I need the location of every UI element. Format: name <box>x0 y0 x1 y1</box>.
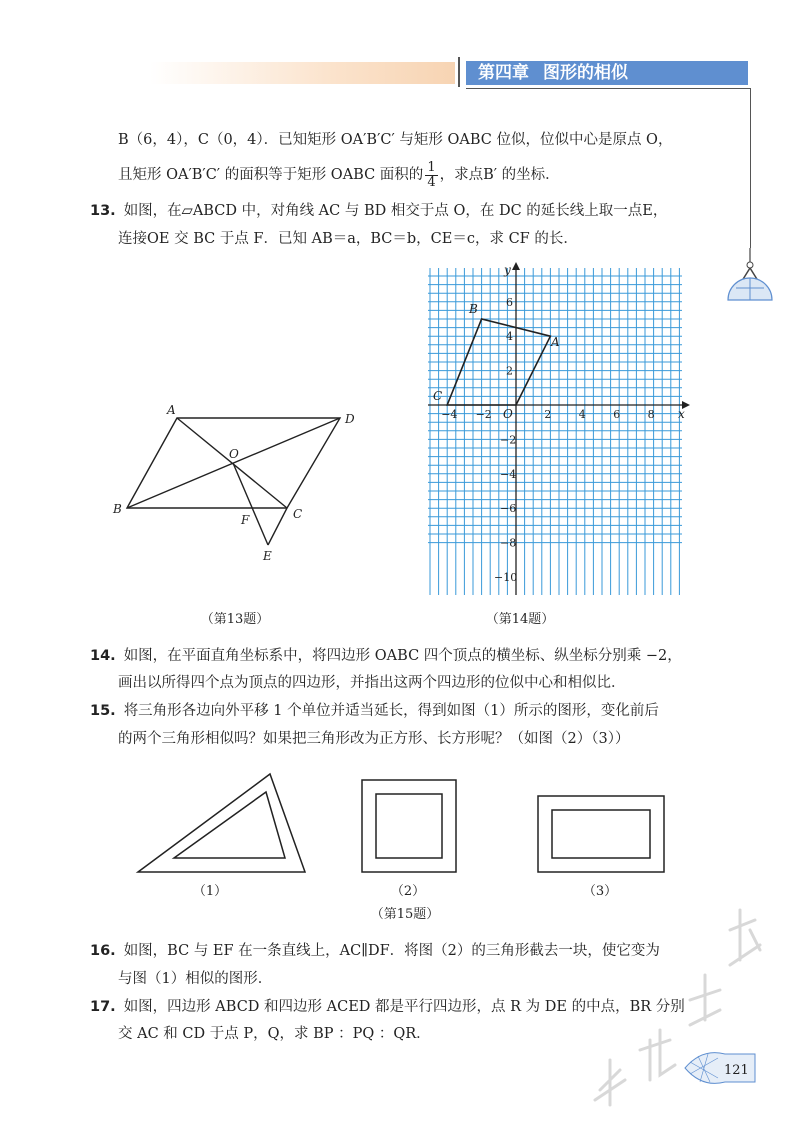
fraction-denominator: 4 <box>427 174 436 190</box>
x-tick-label: 8 <box>647 408 655 421</box>
question-13 <box>90 201 730 221</box>
page-number-badge <box>680 1048 760 1088</box>
question-15-line-2: 的两个三角形相似吗？如果把三角形改为正方形、长方形呢？（如图（2）（3）） <box>118 731 630 747</box>
question-text: 如图，在▱ABCD 中，对角线 AC 与 BD 相交于点 O，在 DC 的延长线上取一点E， <box>123 203 668 219</box>
label-e: E <box>263 549 272 563</box>
x-tick-label: 6 <box>613 408 621 421</box>
question-number: 14. <box>90 648 116 664</box>
header-separator <box>458 57 460 87</box>
header-rule <box>466 88 751 89</box>
grid-lines <box>428 268 682 595</box>
outer-rectangle <box>538 796 664 872</box>
x-tick-label: 4 <box>578 408 586 421</box>
y-axis-arrow <box>512 262 520 270</box>
compass-icon <box>722 248 778 308</box>
point-b-label: B <box>469 302 478 316</box>
page-number: 121 <box>724 1063 749 1078</box>
header-gradient <box>150 62 455 84</box>
inner-square <box>376 794 442 858</box>
y-tick-label: −6 <box>500 502 517 516</box>
chapter-number: 第四章 <box>478 63 529 83</box>
inner-rectangle <box>552 810 650 858</box>
question-text: 如图，四边形 ABCD 和四边形 ACED 都是平行四边形，点 R 为 DE 的中点，BR 分别 <box>123 999 685 1015</box>
point-c-label: C <box>433 389 443 403</box>
segment-ce <box>268 508 287 545</box>
x-tick-label: 2 <box>544 408 552 421</box>
caption-fig14: （第14题） <box>485 612 555 627</box>
caption-fig13: （第13题） <box>200 612 270 627</box>
origin-label: O <box>503 407 513 421</box>
caption-fig15-3: （3） <box>582 884 618 899</box>
caption-fig15-2: （2） <box>390 884 426 899</box>
figure-14-coordinate-grid <box>420 260 695 600</box>
question-16-line-2: 与图（1）相似的图形． <box>118 971 273 987</box>
question-14 <box>90 646 730 666</box>
y-tick-label: 4 <box>506 330 513 344</box>
y-tick-label: −8 <box>500 536 517 550</box>
point-a-label: A <box>551 335 560 349</box>
text-line-1: B（6，4），C（0，4）．已知矩形 OA′B′C′ 与矩形 OABC 位似，位似中心是原点 O， <box>118 132 673 148</box>
label-b: B <box>113 502 122 516</box>
caption-fig15-1: （1） <box>192 884 228 899</box>
y-tick-label: −10 <box>494 571 518 584</box>
y-tick-label: 2 <box>506 364 513 378</box>
question-number: 17. <box>90 999 116 1015</box>
question-17-line-2: 交 AC 和 CD 于点 P，Q，求 BP ：PQ ：QR． <box>118 1026 431 1042</box>
x-tick-label: −2 <box>475 408 492 421</box>
chapter-title: 图形的相似 <box>543 63 628 83</box>
y-tick-label: −4 <box>500 467 517 481</box>
label-d: D <box>345 412 355 426</box>
y-tick-label: 6 <box>506 295 513 309</box>
question-text: 将三角形各边向外平移 1 个单位并适当延长，得到如图（1）所示的图形，变化前后 <box>123 703 659 719</box>
caption-fig15: （第15题） <box>370 907 440 922</box>
y-tick-label: −2 <box>500 433 517 447</box>
segment-oe <box>233 463 268 545</box>
label-o: O <box>229 447 239 461</box>
question-text: 如图，在平面直角坐标系中，将四边形 OABC 四个顶点的横坐标、纵坐标分别乘 −2， <box>123 648 682 664</box>
question-number: 15. <box>90 703 116 719</box>
y-axis-label: y <box>504 263 511 277</box>
label-f: F <box>241 513 250 527</box>
x-axis-label: x <box>678 407 685 421</box>
text-line-2 <box>118 160 758 190</box>
question-15 <box>90 701 730 721</box>
question-text: 如图，BC 与 EF 在一条直线上，AC∥DF．将图（2）的三角形截去一块，使它变为 <box>123 943 660 959</box>
text-line-2a: 且矩形 OA′B′C′ 的面积等于矩形 OABC 面积的 <box>118 167 424 183</box>
fraction-numerator: 1 <box>427 159 436 175</box>
text-line-2b: ，求点B′ 的坐标． <box>439 167 560 183</box>
figure-13 <box>105 400 375 570</box>
inner-triangle <box>174 792 285 858</box>
chapter-header <box>466 61 748 85</box>
question-14-line-2: 画出以所得四个点为顶点的四边形，并指出这两个四边形的位似中心和相似比． <box>118 675 626 691</box>
x-tick-label: −4 <box>441 408 458 421</box>
fraction-one-quarter <box>425 161 437 190</box>
figure-15 <box>130 770 690 875</box>
question-number: 16. <box>90 943 116 959</box>
question-13-line-2: 连接OE 交 BC 于点 F．已知 AB＝a，BC＝b，CE＝c，求 CF 的长． <box>118 231 578 247</box>
label-a: A <box>167 403 176 417</box>
label-c: C <box>293 507 303 521</box>
question-number: 13. <box>90 203 116 219</box>
